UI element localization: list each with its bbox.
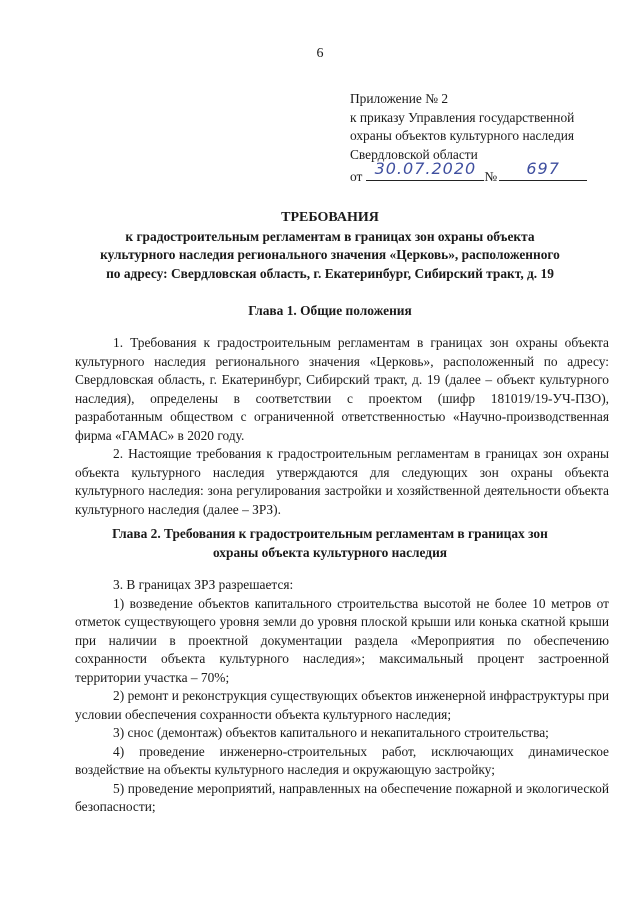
chapter-1-heading: Глава 1. Общие положения [248,303,412,318]
chapter-2-body [75,576,609,817]
from-label: от [350,169,363,184]
annex-line-1: Приложение № 2 [350,91,449,106]
date-field [366,159,484,181]
paragraph: 1. Требования к градостроительным регламентам в границах зон охраны объекта культурного наследия регионального значения «Церковь», расположенный по адресу: Свердловская область, г. Екатеринбург, Сибирский тракт, д. 19 (далее – объект культурного наследия), определены в соответствии с проектом (шифр 181019/19-УЧ-ПЗО), разработанным обществом с ограниченной ответственностью «Научно-производственная фирма «ГАМАС» в 2020 году. [75,335,609,443]
number-field [499,159,587,181]
paragraph: 3. В границах ЗРЗ разрешается: [113,577,294,592]
annex-line-4: Свердловской области [350,146,478,162]
annex-header [350,90,620,187]
handwritten-date: 30.07.2020 [374,159,477,178]
paragraph: 4) проведение инженерно-строительных работ, исключающих динамическое воздействие на объекты культурного наследия и окружающую застройку; [75,743,609,777]
title-line-3: по адресу: Свердловская область, г. Екатеринбург, Сибирский тракт, д. 19 [106,265,554,281]
annex-line-3: охраны объектов культурного наследия [350,128,575,143]
paragraph: 1) возведение объектов капитального строительства высотой не более 10 метров от отметок существующего уровня земли до уровня плоской крыши или конька скатной крыши при наличии в проектной документации раздела «Мероприятия по обеспечению сохранности объекта культурного наследия»; максимальный процент застроенной территории участка – 70%; [75,595,609,685]
chapter-2-heading [60,525,600,562]
paragraph: 2) ремонт и реконструкция существующих объектов инженерной инфраструктуры при условии обеспечения сохранности объекта культурного наследия; [75,688,609,722]
chapter-1-body [75,334,609,519]
chapter-2-heading-line-2: охраны объекта культурного наследия [212,544,448,560]
handwritten-number: 697 [526,159,560,178]
title-line-1: к градостроительным регламентам в границах зон охраны объекта [125,228,535,244]
paragraph: 3) снос (демонтаж) объектов капитального и некапитального строительства; [113,725,549,740]
paragraph: 2. Настоящие требования к градостроительным регламентам в границах зон охраны объекта культурного наследия утверждаются для следующих зон охраны объекта культурного наследия: зона регулирования застройки и хозяйственной деятельности объекта культурного наследия (далее – ЗРЗ). [75,446,609,517]
document-title [60,209,600,283]
paragraph: 5) проведение мероприятий, направленных на обеспечение пожарной и экологической безопасности; [75,780,609,814]
title-main: ТРЕБОВАНИЯ [281,210,379,225]
chapter-2-heading-line-1: Глава 2. Требования к градостроительным регламентам в границах зон [112,526,548,541]
title-line-2: культурного наследия регионального значения «Церковь», расположенного [100,247,560,262]
page-number: 6 [316,46,324,61]
number-label: № [484,169,498,184]
annex-line-2: к приказу Управления государственной [350,109,575,125]
annex-date-number-row [350,159,620,187]
